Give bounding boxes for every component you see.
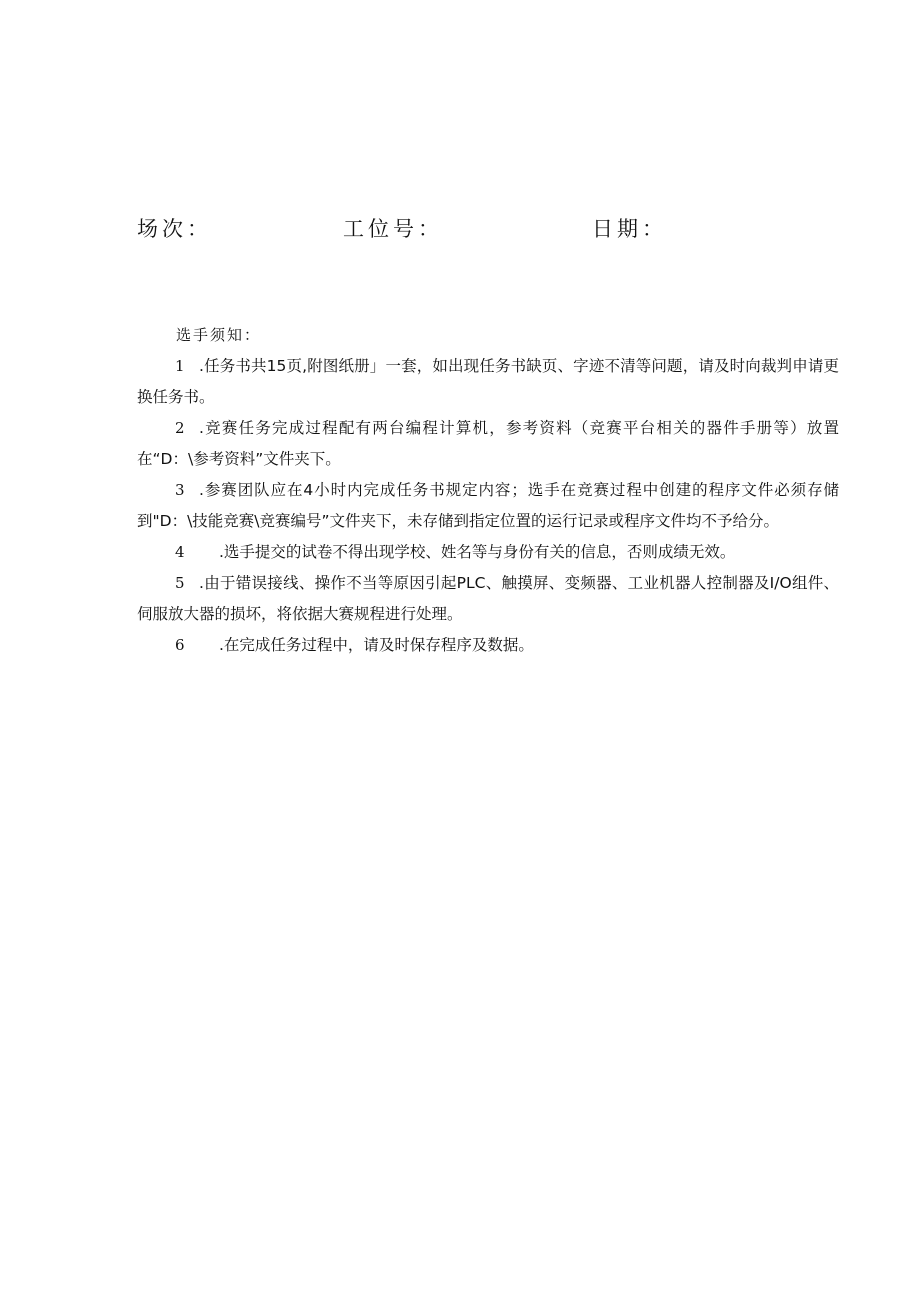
notice-item-number: 5 [175,574,185,592]
notice-item-number: 3 [175,481,185,499]
notice-item-number: 2 [175,419,185,437]
notice-item-2 [137,413,839,475]
notice-item-text: .竞赛任务完成过程配有两台编程计算机，参考资料（竞赛平台相关的器件手册等）放置在“D：\参考资料”文件夹下。 [137,419,839,468]
notice-item-5 [137,568,839,630]
notice-item-3 [137,475,839,537]
notice-item-text: .任务书共15页,附图纸册」一套，如出现任务书缺页、字迹不清等问题，请及时向裁判申请更换任务书。 [137,357,839,406]
notice-item-number: 1 [175,357,185,375]
notice-item-text: .选手提交的试卷不得出现学校、姓名等与身份有关的信息，否则成绩无效。 [219,543,736,561]
notice-list [137,351,839,661]
notice-item-number: 4 [175,543,185,561]
session-label: 场次： [137,217,212,241]
notice-item-text: .由于错误接线、操作不当等原因引起PLC、触摸屏、变频器、工业机器人控制器及I/O组件、伺服放大器的损坏，将依据大赛规程进行处理。 [137,574,839,623]
notice-item-number: 6 [175,636,185,654]
date-label: 日期： [592,217,667,241]
notice-item-text: .在完成任务过程中，请及时保存程序及数据。 [219,636,534,654]
notice-item-1 [137,351,839,413]
notice-item-6 [137,630,839,661]
notice-item-4 [137,537,839,568]
station-number-label: 工位号： [343,217,443,241]
notice-heading: 选手须知： [176,326,262,344]
notice-item-text: .参赛团队应在4小时内完成任务书规定内容；选手在竞赛过程中创建的程序文件必须存储到"D：\技能竞赛\竞赛编号”文件夹下，未存储到指定位置的运行记录或程序文件均不予给分。 [137,481,839,530]
